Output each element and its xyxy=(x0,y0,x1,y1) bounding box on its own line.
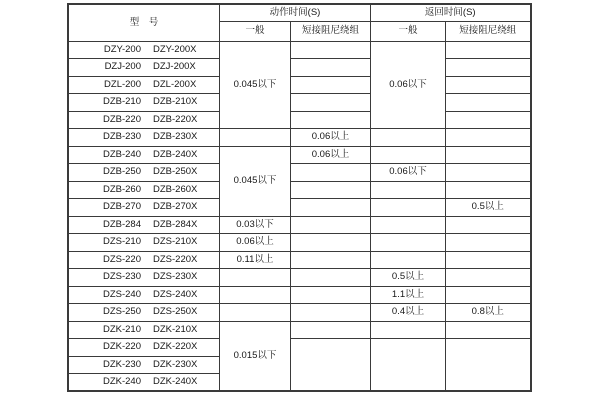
model-name-x: DZB-230X xyxy=(153,131,198,143)
model-name: DZK-220 xyxy=(102,341,141,353)
model-name-x: DZB-270X xyxy=(153,201,198,213)
cell-model xyxy=(68,111,220,129)
cell-return-damping xyxy=(446,251,531,269)
table-row xyxy=(68,269,531,287)
cell-return-damping xyxy=(446,111,531,129)
cell-model xyxy=(68,199,220,217)
model-name: DZL-200 xyxy=(104,78,141,90)
cell-action-damping xyxy=(291,216,371,234)
header-model: 型 号 xyxy=(68,4,220,41)
spec-table xyxy=(67,3,532,392)
header-return-general: 一般 xyxy=(371,21,446,41)
table-row xyxy=(68,111,531,129)
cell-return-damping xyxy=(446,94,531,112)
table-row xyxy=(68,76,531,94)
model-name: DZK-230 xyxy=(102,358,141,370)
model-name-x: DZB-220X xyxy=(153,113,198,125)
cell-return-damping xyxy=(446,181,531,199)
cell-return-damping: 0.5以上 xyxy=(446,199,531,217)
cell-model xyxy=(68,129,220,147)
model-name: DZB-270 xyxy=(102,201,141,213)
model-name-x: DZB-240X xyxy=(153,148,198,160)
cell-model xyxy=(68,339,220,357)
cell-return-damping xyxy=(446,164,531,182)
model-name: DZB-260 xyxy=(102,183,141,195)
table-row xyxy=(68,216,531,234)
model-name-x: DZK-240X xyxy=(153,375,198,387)
model-name-x: DZB-250X xyxy=(153,166,198,178)
cell-return-general: 0.4以上 xyxy=(371,304,446,322)
table-row xyxy=(68,146,531,164)
model-name: DZS-210 xyxy=(102,236,141,248)
cell-return-general xyxy=(371,339,446,392)
cell-model xyxy=(68,374,220,392)
table-row xyxy=(68,339,531,357)
cell-return-general xyxy=(371,216,446,234)
cell-action-general xyxy=(220,286,291,304)
cell-action-general: 0.11以上 xyxy=(220,251,291,269)
model-name-x: DZS-240X xyxy=(153,288,198,300)
model-name: DZK-210 xyxy=(102,323,141,335)
model-name: DZK-240 xyxy=(102,375,141,387)
cell-return-general: 0.06以下 xyxy=(371,164,446,182)
header-action-time: 动作时间(S) xyxy=(220,4,371,21)
model-name-x: DZS-210X xyxy=(153,236,198,248)
cell-return-general xyxy=(371,129,446,147)
cell-return-damping xyxy=(446,321,531,339)
cell-action-damping xyxy=(291,76,371,94)
cell-action-damping xyxy=(291,94,371,112)
table-row xyxy=(68,286,531,304)
cell-model xyxy=(68,286,220,304)
cell-action-damping xyxy=(291,181,371,199)
cell-return-general: 0.5以上 xyxy=(371,269,446,287)
cell-return-general xyxy=(371,146,446,164)
table-row xyxy=(68,181,531,199)
cell-model xyxy=(68,164,220,182)
cell-return-damping xyxy=(446,41,531,59)
cell-return-damping xyxy=(446,216,531,234)
cell-model xyxy=(68,76,220,94)
cell-model xyxy=(68,304,220,322)
table-row xyxy=(68,251,531,269)
model-name-x: DZL-200X xyxy=(153,78,197,90)
cell-action-damping xyxy=(291,59,371,77)
model-name: DZB-210 xyxy=(102,96,141,108)
cell-model xyxy=(68,234,220,252)
table-row xyxy=(68,164,531,182)
model-name: DZS-240 xyxy=(102,288,141,300)
cell-model xyxy=(68,269,220,287)
cell-model xyxy=(68,146,220,164)
model-name: DZB-240 xyxy=(102,148,141,160)
model-name-x: DZS-230X xyxy=(153,271,198,283)
model-name: DZS-220 xyxy=(102,253,141,265)
cell-action-damping xyxy=(291,269,371,287)
cell-model xyxy=(68,94,220,112)
table-row xyxy=(68,199,531,217)
table-row xyxy=(68,94,531,112)
model-name: DZY-200 xyxy=(103,43,141,55)
model-name: DZJ-200 xyxy=(104,61,141,73)
cell-return-general: 0.06以下 xyxy=(371,41,446,129)
model-name-x: DZB-260X xyxy=(153,183,198,195)
header-action-damping: 短接阻尼绕组 xyxy=(291,21,371,41)
cell-model xyxy=(68,59,220,77)
cell-return-general xyxy=(371,181,446,199)
cell-return-damping: 0.8以上 xyxy=(446,304,531,322)
cell-action-damping xyxy=(291,286,371,304)
model-name-x: DZY-200X xyxy=(153,43,197,55)
model-name: DZS-250 xyxy=(102,306,141,318)
table-row xyxy=(68,321,531,339)
cell-action-damping xyxy=(291,164,371,182)
cell-return-general xyxy=(371,251,446,269)
cell-model xyxy=(68,181,220,199)
cell-return-damping xyxy=(446,234,531,252)
cell-action-general: 0.045以下 xyxy=(220,41,291,129)
cell-return-general xyxy=(371,321,446,339)
model-name: DZB-220 xyxy=(102,113,141,125)
model-name-x: DZK-230X xyxy=(153,358,198,370)
cell-action-damping xyxy=(291,41,371,59)
cell-action-damping xyxy=(291,321,371,339)
cell-return-damping xyxy=(446,59,531,77)
model-name-x: DZK-210X xyxy=(153,323,198,335)
cell-model xyxy=(68,356,220,374)
header-action-general: 一般 xyxy=(220,21,291,41)
cell-return-damping xyxy=(446,129,531,147)
cell-action-general: 0.015以下 xyxy=(220,321,291,391)
cell-action-damping xyxy=(291,199,371,217)
model-name-x: DZB-210X xyxy=(153,96,198,108)
cell-action-general: 0.03以下 xyxy=(220,216,291,234)
model-name: DZB-284 xyxy=(102,218,141,230)
table-row xyxy=(68,234,531,252)
table-row xyxy=(68,59,531,77)
table-row xyxy=(68,41,531,59)
cell-action-general xyxy=(220,269,291,287)
cell-action-general: 0.06以上 xyxy=(220,234,291,252)
cell-return-general xyxy=(371,199,446,217)
cell-model xyxy=(68,321,220,339)
cell-action-damping: 0.06以上 xyxy=(291,146,371,164)
cell-return-damping xyxy=(446,269,531,287)
model-name: DZB-250 xyxy=(102,166,141,178)
header-row-groups xyxy=(68,4,531,21)
model-name-x: DZS-250X xyxy=(153,306,198,318)
cell-model xyxy=(68,251,220,269)
cell-return-damping xyxy=(446,339,531,392)
cell-return-damping xyxy=(446,76,531,94)
cell-action-general xyxy=(220,304,291,322)
cell-action-damping xyxy=(291,251,371,269)
cell-return-damping xyxy=(446,286,531,304)
model-name: DZS-230 xyxy=(102,271,141,283)
model-name-x: DZJ-200X xyxy=(153,61,196,73)
cell-action-general: 0.045以下 xyxy=(220,146,291,216)
cell-return-damping xyxy=(446,146,531,164)
cell-action-damping xyxy=(291,304,371,322)
cell-model xyxy=(68,41,220,59)
table-row xyxy=(68,129,531,147)
cell-return-general: 1.1以上 xyxy=(371,286,446,304)
header-return-damping: 短接阻尼绕组 xyxy=(446,21,531,41)
cell-action-damping: 0.06以上 xyxy=(291,129,371,147)
cell-action-damping xyxy=(291,111,371,129)
model-name: DZB-230 xyxy=(102,131,141,143)
header-return-time: 返回时间(S) xyxy=(371,4,531,21)
cell-action-damping xyxy=(291,234,371,252)
model-name-x: DZS-220X xyxy=(153,253,198,265)
model-name-x: DZB-284X xyxy=(153,218,198,230)
table-row xyxy=(68,304,531,322)
cell-model xyxy=(68,216,220,234)
cell-action-general xyxy=(220,129,291,147)
cell-action-damping xyxy=(291,339,371,392)
model-name-x: DZK-220X xyxy=(153,341,198,353)
cell-return-general xyxy=(371,234,446,252)
